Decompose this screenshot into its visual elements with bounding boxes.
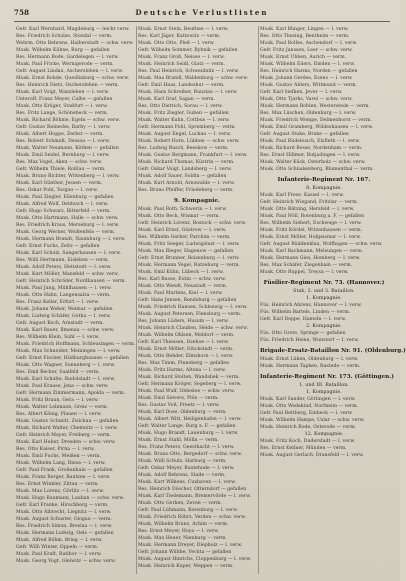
list-entry: Musk. Wilhelm Kühne, Burg — gefallen [16, 48, 110, 53]
list-entry: Gefr. Willi Winter, Oppeln — verm. [16, 545, 99, 550]
list-entry: Musk. Paul Martens, Kiel — l. verw. [138, 291, 223, 296]
list-entry: Musk. Fritz Braun, Gera — l. verw. [16, 398, 99, 403]
list-entry: Gefr. Heinrich Wiegand, Fritzlar — verm. [260, 200, 359, 205]
list-entry: Musk. Kurt Wilkens, Cuxhaven — l. verw. [138, 480, 237, 485]
list-entry: Res. Paul Heinrich, Schweidnitz — l. verw. [138, 69, 240, 74]
list-entry: Musk. Willi Schulz, Harburg — verm. [138, 459, 227, 464]
list-entry: Gefr. Ernst Fischer, Hildburghausen — gefallen [16, 356, 129, 361]
list-entry: Res. Friedrich Kraus, Merseburg — l. verw. [16, 223, 120, 228]
list-entry: Gefr. Paul Rettberg, Einbeck — l. verw. [260, 411, 353, 416]
list-entry: Gefr. Heinrich Mayer, Freiberg — verm. [16, 433, 111, 438]
list-entry: Musk. Fritz Kördel, Witzenhausen — verm. [260, 228, 363, 233]
list-entry: Musk. Otto Wedekind, Northeim — verm. [260, 404, 359, 409]
list-entry: Gefr. Oskar Voigt, Landsberg — l. verw. [138, 167, 232, 172]
list-entry: Res. Otto Thesing, Bentheim — verm. [260, 34, 350, 39]
list-entry: Musk. Bruno Otto, Bergedorf — schw. verw. [138, 452, 243, 457]
list-entry: Musk. Friedrich Röhrs, Verden — schw. verw. [138, 515, 247, 520]
section-heading: Brigade-Ersatz-Bataillon Nr. 91. (Oldenburg.) [260, 348, 406, 354]
list-entry: Musk. Johann Weber, Weimar — gefallen [16, 307, 113, 312]
column-divider [258, 26, 259, 574]
list-entry: Musk. Karl Voigt, Wanzleben — l. verw. [16, 90, 110, 95]
list-entry: Musk. Karl Bünger, Lingen — l. verw. [260, 27, 349, 32]
list-entry: Musk. Hermann Gies, Homberg — l. verw. [260, 256, 361, 261]
list-entry: Musk. Alfred Böhm, Brieg — l. verw. [16, 538, 103, 543]
list-entry: Musk. Karl Huber, Dresden — schw. verw. [16, 440, 116, 445]
list-entry: Res. Franz Keller, Erfurt — l. verw. [16, 300, 100, 305]
subsection-heading: 1. Kompagnie. [306, 390, 342, 395]
column-1 [16, 26, 134, 576]
list-entry: Musk. Paul Roth, Schwerin — l. verw. [138, 207, 228, 212]
list-entry: Musk. August Gerlach, Dransfeld — l. verw. [260, 453, 364, 458]
list-entry: Res. Oskar Pohl, Torgau — l. verw. [16, 188, 99, 193]
list-entry: Musk. Emil Sievers, Plön — verm. [138, 396, 219, 401]
list-entry: Musk. Johann Gerdes, Esens — l. verw. [260, 76, 353, 81]
list-entry: Musk. August Schuster, Glogau — verm. [16, 517, 112, 522]
list-entry: Musk. Bruno Richter, Wittenberg — l. verw. [16, 174, 120, 179]
list-entry: Musk. Hermann Brandt, Naumburg — l. verw. [16, 237, 126, 242]
list-entry: Musk. Paul Jung, Mühlhausen — l. verw. [16, 286, 112, 291]
list-entry: Gefr. Wilhelm Thiele, Roßlau — verm. [16, 167, 106, 172]
list-entry: Gefr. Hans Jensen, Rendsburg — gefallen [138, 298, 237, 303]
list-entry: Musk. Ernst Lüken, Oldenburg — l. verw. [260, 357, 359, 362]
list-entry: Gefr. Paul Frank, Großenhain — gefallen [16, 468, 113, 473]
list-entry: Musk. Walter Neumann, Köthen — gefallen [16, 146, 119, 151]
list-entry: Musk. Wilhelm Ohlsen, Meldorf — verm. [138, 333, 235, 338]
column-divider [136, 26, 137, 574]
list-entry: Res. Heinrich Dietz, Oschersleben — verm. [16, 83, 119, 88]
list-entry: Musk. Richard Böhme, Egeln — schw. verw. [16, 118, 121, 123]
list-entry: Musk. Fritz Ziegler, Guben — gefallen [138, 111, 229, 116]
list-entry: Musk. Richard Bosse, Nordenham — verm. [260, 146, 363, 151]
list-entry: Gefr. Karl Deppe, Hameln — l. verw. [260, 317, 347, 322]
list-entry: Musk. Gustav Bergmann, Frankfurt — l. verw. [138, 153, 248, 158]
column-3 [260, 26, 406, 576]
list-entry: Musk. Karl Sander, Göttingen — l. verw. [260, 397, 356, 402]
list-entry: Musk. Heinrich Seidl, Glatz — verm. [138, 62, 225, 67]
list-entry: Musk. Heinrich Claußen, Heide — schw. verw. [138, 326, 248, 331]
page-number: 758 [14, 8, 30, 17]
list-entry: Res. Wilhelm Klein, Suhl — l. verw. [16, 335, 100, 340]
list-entry: Res. Friedrich Schulze, Stendal — verm. [16, 34, 113, 39]
list-entry: Musk. Richard Stolten, Wandsbek — verm. [138, 375, 240, 380]
list-entry: Musk. Georg Vogt, Gleiwitz — schw. verw. [16, 559, 116, 564]
list-entry: Musk. Emil Fuchs, Meißen — verm. [16, 454, 101, 459]
list-entry: Gefr. Hermann Pohl, Spremberg — verm. [138, 125, 236, 130]
list-entry: Musk. Ernst Rohde, Quedlinburg — schw. verw. [16, 76, 130, 81]
list-entry: Musk. Otto Krüger, Staßfurt — l. verw. [16, 104, 108, 109]
list-entry: Musk. Paul Ziegler, Eilenburg — gefallen [16, 195, 114, 200]
list-entry: Musk. Karl Ernst, Güstrow — l. verw. [138, 228, 227, 233]
list-entry: Res. Ludwig Busch, Beeskow — verm. [138, 146, 229, 151]
list-entry: Musk. Franz Groß, Neisse — l. verw. [138, 55, 225, 60]
list-entry: Musk. Max Heuer, Nienburg — verm. [138, 536, 227, 541]
list-entry: Musk. Alfred Wolf, Delitzsch — l. verw. [16, 202, 109, 207]
list-entry: Musk. Max Brandl, Waldenburg — schw. verw. [138, 76, 249, 81]
list-entry: Musk. Hermann Ludwig, Oels — gefallen [16, 531, 114, 536]
list-entry: Musk. Paul Fricke, Wernigerode — verm. [16, 62, 114, 67]
list-entry: Musk. Otto Hartmann, Halle — schw. verw. [16, 216, 119, 221]
list-entry: Gefr. Emil Haas, Landeshut — verm. [138, 83, 225, 88]
list-entry: Musk. Karl Frese, Kassel — l. verw. [260, 193, 345, 198]
list-entry: Musk. Max Lorenz, Görlitz — l. verw. [16, 489, 105, 494]
list-entry: Musk. Richard Thomas, Küstrin — verm. [138, 160, 235, 165]
list-entry: Gefr. Paul Lühmann, Rotenburg — l. verw. [138, 508, 239, 513]
section-heading: 9. Kompagnie. [174, 198, 220, 204]
list-entry: Gefr. August Lindau, Aschersleben — l. verw. [16, 69, 124, 74]
list-entry: Res. Bruno Pfeiffer, Friedeberg — verm. [138, 188, 234, 193]
list-entry: Musk. August Hinrichs, Cloppenburg — l. verw. [138, 557, 252, 562]
section-heading: Infanterie-Regiment Nr. 173. (Göttingen.) [260, 374, 394, 380]
list-entry: Musk. Paul Wulf, Oldesloe — schw. verw. [138, 389, 235, 394]
list-entry: Musk. Otto Gerken, Zeven — verm. [138, 501, 222, 506]
list-entry: Res. Wilhelm Siebert, Eschwege — l. verw. [260, 221, 362, 226]
list-entry: Gefr. Hugo Schwarz, Bitterfeld — verm. [16, 209, 111, 214]
list-entry: Gefr. Heinrich Schröder, Nordhausen — verm. [16, 279, 127, 284]
list-entry: Füs. Friedrich Heine, Wunstorf — l. verw. [260, 338, 360, 343]
list-entry: Musk. Wilhelm Hampe, Uslar — schw. verw. [260, 418, 365, 423]
list-entry: Res. Max Timm, Pinneberg — gefallen [138, 361, 230, 366]
list-entry: Musk. Otto Ruppel, Treysa — l. verw. [260, 270, 349, 275]
list-entry: Res. Ernst Kellner, Münden — verm. [260, 446, 347, 451]
list-entry: Musk. Hermann Dreyer, Diepholz — l. verw. [138, 543, 243, 548]
column-2 [138, 26, 256, 576]
list-entry: Unteroff. Franz Meyer, Calbe — gefallen [16, 97, 113, 102]
list-entry: Musk. Hans Schreiber, Bunzlau — l. verw. [138, 90, 238, 95]
list-entry: Musk. Walter Kuhn, Cottbus — l. verw. [138, 118, 230, 123]
list-entry: Musk. Gustav Ahlers, Wittmund — verm. [260, 83, 357, 88]
list-entry: Musk. Paul Rolfes, Aschendorf — l. verw. [260, 41, 358, 46]
list-entry: Wehrm. Otto Behrens, Halberstadt — schw. verw. [16, 41, 134, 46]
list-entry: Musk. Adolf Behrens, Stade — verm. [138, 473, 226, 478]
list-entry: Musk. Paul Nöll, Rotenburg a. F. — gefallen [260, 214, 365, 219]
list-entry: Musk. Paul Krause, Jena — schw. verw. [16, 384, 109, 389]
list-entry: Musk. Franz Berger, Bautzen — l. verw. [16, 475, 111, 480]
list-entry: Musk. Wilhelm Eilers, Emden — l. verw. [260, 62, 356, 67]
list-entry: Gefr. Johann Wübbe, Vechta — gefallen [138, 550, 232, 555]
subsection-heading: Stab, 2. und 3. Bataillon. [293, 289, 355, 294]
list-entry: Musk. Walter Lehmann, Greiz — verm. [16, 405, 109, 410]
list-entry: Musk. Ernst Ubben, Aurich — verm. [260, 55, 347, 60]
list-entry: Musk. Emil Gramberg, Wildeshausen — l. verw. [260, 125, 374, 130]
list-entry: Musk. Max Schneider, Meiningen — l. verw. [16, 349, 121, 354]
list-entry: Gefr. Hermann Kröger, Segeberg — l. verw. [138, 382, 242, 387]
header-rule [14, 21, 390, 22]
list-entry: Musk. Kurt Arnold, Arnswalde — l. verw. [138, 181, 235, 186]
list-entry: Musk. Otto Wendt, Neustadt — verm. [138, 284, 228, 289]
list-entry: Gefr. Hermann Zimmermann, Apolda — verm. [16, 391, 126, 396]
list-entry: Gefr. Wilhelm Sommer, Rybnik — gefallen [138, 48, 238, 53]
list-entry: Musk. Karl Bachmann, Melsungen — verm. [260, 249, 364, 254]
list-entry: Res. Otto Kaiser, Pirna — l. verw. [16, 447, 95, 452]
list-entry: Musk. Fritz Koch, Duderstadt — l. verw. [260, 439, 356, 444]
list-entry: Musk. Fritz Seeger, Ludwigslust — l. verw. [138, 242, 240, 247]
page-header [14, 8, 390, 20]
list-entry: Gefr. Ernst Fuchs, Zeitz — gefallen [16, 244, 100, 249]
list-entry: Res. Max Schäfer, Ziegenhain — verm. [260, 263, 353, 268]
list-entry: Musk. Otto Albrecht, Liegnitz — l. verw. [16, 510, 112, 515]
list-entry: Musk. Wilhelm Lang, Riesa — l. verw. [16, 461, 106, 466]
list-entry: Musk. Hugo Brandt, Lauenburg — l. verw. [138, 431, 239, 436]
list-entry: Gefr. Oskar Meyer, Buxtehude — l. verw. [138, 466, 235, 471]
list-entry: Res. Friedrich Simon, Breslau — l. verw. [16, 524, 113, 529]
running-title: Deutsche Verlustlisten [135, 8, 269, 17]
list-entry: Musk. Robert Horn, Lübben — schw. verw. [138, 139, 240, 144]
list-entry: Res. Johann Lüders, Husum — l. verw. [138, 319, 229, 324]
list-entry: Gefr. Karl Thiessen, Itzehoe — l. verw. [138, 340, 229, 345]
list-entry: Musk. Hermann Tapken, Rastede — verm. [260, 364, 361, 369]
list-entry: Gefr. Karl Wernhard, Magdeburg — leicht verw. [16, 27, 130, 32]
list-entry: Gefr. August Rüddenklau, Wolfhagen — schw. verw. [260, 242, 383, 247]
list-entry: Gefr. August Stuke, Brake — gefallen [260, 132, 349, 137]
list-entry: Musk. Wilhelm Bruns, Achim — verm. [138, 522, 229, 527]
list-entry: Musk. Ernst Stahl, Mölln — verm. [138, 438, 219, 443]
list-entry: Musk. Otto Otto, Pleß — l. verw. [138, 41, 215, 46]
subsection-heading: 8. Kompagnie. [306, 186, 342, 191]
list-entry: Res. Karl Busse, Eutin — schw. verw. [138, 277, 226, 282]
list-entry: Res. Max Vogel, Aken — schw. verw. [16, 160, 103, 165]
subsection-heading: 1. und III. Bataillon. [299, 383, 349, 388]
list-entry: Res. Franz Peters, Geesthacht — l. verw. [138, 445, 235, 450]
list-entry: Res. Heinrich Harms, Norden — gefallen [260, 69, 358, 74]
list-entry: Musk. Friedrich Hoffmann, Schleusingen — verm. [16, 342, 136, 347]
list-entry: Musk. Otto Beck, Wismar — verm. [138, 214, 220, 219]
list-entry: Musk. Otto Tjarks, Varel — schw. verw. [260, 97, 353, 102]
list-entry: Res. Otto Dietrich, Sorau — l. verw. [138, 104, 223, 109]
list-entry: Gefr. Karl Franke, Hirschberg — verm. [16, 503, 109, 508]
list-entry: Musk. Richard Walter, Chemnitz — l. verw. [16, 426, 118, 431]
list-entry: Gefr. Heinrich Lorenz, Rostock — schw. verw. [138, 221, 247, 226]
list-entry: Gefr. Gustav Reinecke, Barby — l. verw. [16, 125, 111, 130]
list-entry: Musk. Karl Tiedemann, Bremervörde — l. verw. [138, 494, 252, 499]
list-entry: Musk. Paul Rüdebusch, Elsfleth — l. verw. [260, 139, 361, 144]
list-entry: Füs. Wilhelm Bartels, Linden — verm. [260, 310, 351, 315]
list-entry: Musk. Friedrich Hansen, Schleswig — l. verw. [138, 305, 248, 310]
list-entry: Res. Ernst Hillmer, Butjadingen — l. verw. [260, 153, 361, 158]
list-entry: Musk. Karl Schulz, Sangerhausen — l. verw. [16, 251, 122, 256]
list-entry: Res. Karl Jäger, Kattowitz — verm. [138, 34, 221, 39]
list-entry: Res. Gustav Voß, Preetz — l. verw. [138, 403, 220, 408]
list-entry: Res. Robert Schmidt, Dessau — l. verw. [16, 139, 111, 144]
list-entry: Musk. Otto Rehder, Elmshorn — l. verw. [138, 354, 234, 359]
section-heading: Infanterie-Regiment Nr. 167. [277, 177, 371, 183]
list-entry: Gefr. August Koch, Arnstadt — verm. [16, 321, 104, 326]
list-entry: Musk. August Petersen, Flensburg — verm. [138, 312, 242, 317]
list-entry: Musk. Karl Günther, Jessen — verm. [16, 181, 103, 186]
list-entry: Musk. Albert Hoppe, Zerbst — verm. [16, 132, 104, 137]
subsection-heading: 2. Kompagnie. [306, 324, 342, 329]
list-entry: Res. Ernst Meyer, Hoya — l. verw. [138, 529, 219, 534]
list-entry: Musk. August Engel, Luckau — l. verw. [138, 132, 232, 137]
list-entry: Musk. Otto Hahn, Langensalza — verm. [16, 293, 111, 298]
list-entry: Musk. Otto Bätzing, Hersfeld — l. verw. [260, 207, 355, 212]
list-entry: Musk. Karl Dose, Oldenburg — verm. [138, 410, 227, 415]
list-entry: Musk. Heinrich Bode, Osterode — verm. [260, 425, 357, 430]
list-entry: Musk. Heinrich Kuper, Meppen — verm. [138, 564, 234, 569]
list-entry: Musk. Fritz Harms, Altona — l. verw. [138, 368, 227, 373]
list-entry: Res. Max Lüschen, Oldenburg — l. verw. [260, 111, 357, 116]
list-entry: Musk. Otto Schnakenberg, Blumenthal — verm. [260, 167, 374, 172]
list-entry: Musk. Ernst Möller, Hofgeismar — l. verw. [260, 235, 362, 240]
list-entry: Musk. Emil Seidel, Bernburg — l. verw. [16, 153, 110, 158]
subsection-heading: 1. Kompagnie. [306, 296, 342, 301]
list-entry: Res. Fritz Lange, Schönebeck — verm. [16, 111, 109, 116]
list-entry: Gefr. Walter Lange, Burg a. F. — gefallen [138, 424, 236, 429]
section-heading: Füsilier-Regiment Nr. 73. (Hannover.) [263, 280, 385, 286]
list-entry: Gefr. Fritz Janssen, Leer — schw. verw. [260, 48, 353, 53]
list-entry: Musk. Karl Bauer, Ilmenau — schw. verw. [16, 328, 115, 333]
list-entry: Res. Emil Becker, Saalfeld — verm. [16, 370, 100, 375]
list-entry: Musk. Ludwig Schäfer, Gotha — l. verw. [16, 314, 112, 319]
list-entry: Gefr. Ernst Brunner, Boizenburg — l. verw. [138, 256, 240, 261]
list-entry: Musk. Walter Kück, Osterholz — schw. verw. [260, 160, 366, 165]
list-entry: Musk. Karl Graf, Sagan — verm. [138, 97, 215, 102]
list-entry: Res. Wilhelm Gerber, Parchim — verm. [138, 235, 231, 240]
list-entry: Musk. Karl Schulte, Rudolstadt — l. verw. [16, 377, 116, 382]
list-entry: Res. Hermann Bode, Gardelegen — l. verw. [16, 55, 119, 60]
list-entry: Musk. Hermann Vogel, Ratzeburg — verm. [138, 263, 240, 268]
list-entry: Musk. Emil Kühn, Lübeck — l. verw. [138, 270, 224, 275]
list-entry: Musk. Albert Witt, Heiligenhafen — l. verw. [138, 417, 242, 422]
list-entry: Musk. Adolf Sauer, Soldin — gefallen [138, 174, 227, 179]
list-entry: Musk. Kurt Möller, Mansfeld — schw. verw. [16, 272, 119, 277]
list-entry: Musk. Hugo Baumann, Lauban — schw. verw. [16, 496, 125, 501]
list-entry: Res. Heinrich Döscher, Otterndorf — gefallen [138, 487, 247, 492]
list-entry: Musk. Max Rieger, Hagenow — gefallen [138, 249, 234, 254]
list-entry: Musk. Paul Kraft, Ratibor — l. verw. [16, 552, 102, 557]
list-entry: Res. Ernst Winkler, Zittau — verm. [16, 482, 99, 487]
list-entry: Füs. Heinrich Ahrens, Hannover — l. verw. [260, 303, 362, 308]
list-entry: Musk. Friedrich Wempe, Delmenhorst — verm. [260, 118, 372, 123]
list-entry: Res. Albert König, Plauen — l. verw. [16, 412, 102, 417]
list-entry: Musk. Hermann Bohlen, Westerstede — verm. [260, 104, 370, 109]
list-entry: Musk. Ernst Stein, Beuthen — l. verw. [138, 27, 229, 32]
subsection-heading: 12. Kompagnie. [304, 432, 344, 437]
list-entry: Musk. Adolf Peters, Hettstedt — l. verw. [16, 265, 112, 270]
list-entry: Musk. Otto Wagner, Sonneberg — l. verw. [16, 363, 116, 368]
list-entry: Musk. Gustav Schmitt, Zwickau — gefallen [16, 419, 119, 424]
list-entry: Musk. Ernst Möller, Glückstadt — verm. [138, 347, 234, 352]
list-entry: Gefr. Karl Siefken, Jever — l. verw. [260, 90, 343, 95]
list-entry: Res. Willi Herrmann, Eisleben — verm. [16, 258, 110, 263]
list-entry: Füs. Otto Grote, Springe — gefallen [260, 331, 346, 336]
list-entry: Musk. Georg Werner, Weißenfels — verm. [16, 230, 116, 235]
